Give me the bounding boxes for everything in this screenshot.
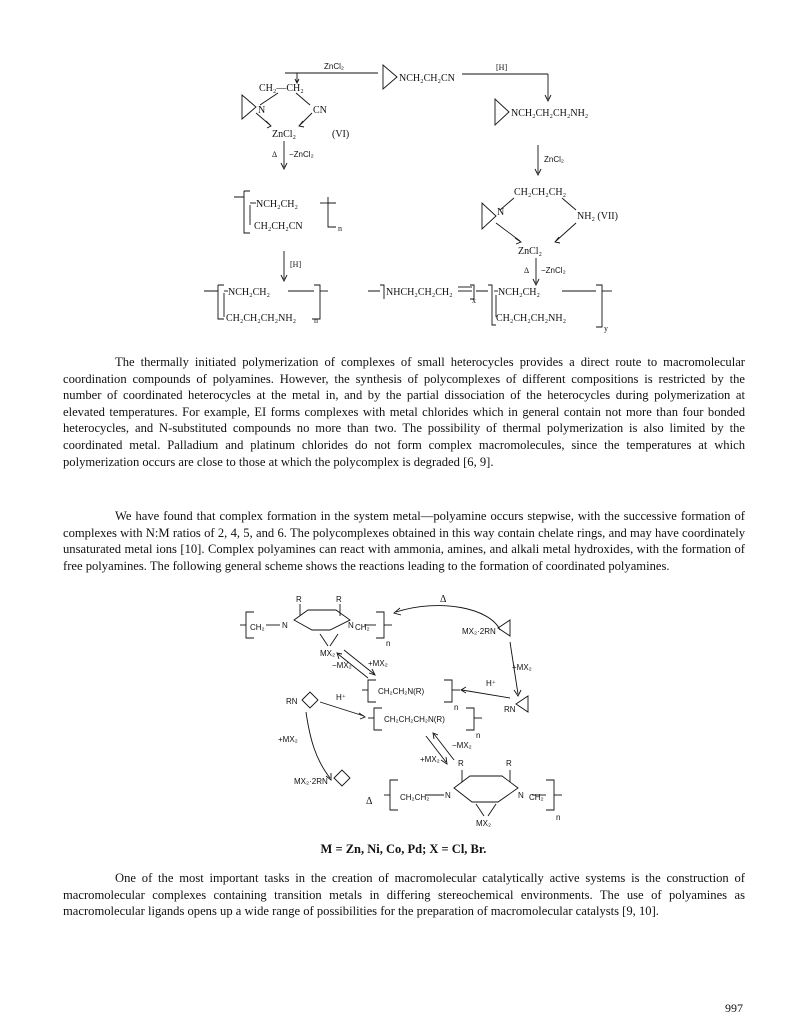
- reagent-plus-mx2-a: +MX₂: [368, 659, 388, 668]
- reaction-scheme-coordinated-polyamines: [240, 590, 590, 835]
- polymer1-top: NCH₂CH₂: [256, 199, 298, 210]
- group-nh2-vii: NH₂ (VII): [577, 211, 618, 222]
- complex-mx2-2rn-top: MX₂·2RN: [462, 627, 496, 636]
- formula-nch2ch2ch2nh2: NCH₂CH₂CH₂NH₂: [511, 108, 589, 119]
- subscript-n-c: n: [476, 731, 481, 740]
- subscript-n-d: n: [556, 813, 561, 822]
- proton-h-right: H⁺: [486, 679, 496, 688]
- reagent-plus-mx2-b: +MX₂: [420, 755, 440, 764]
- polymer1-bottom: CH₂CH₂CN: [254, 221, 303, 232]
- polymer2-subscript-n: n: [314, 316, 318, 325]
- reagent-minus-zncl2-right: −ZnCl₂: [541, 266, 566, 275]
- paragraph-thermal-polymerization: The thermally initiated polymerization of complexes of small heterocycles provides a direct route to macromolecular coordination compounds of polyamines. However, the synthesis of polycomplexes of different compositions is restricted by the number of coordinated heterocycles at the metal in, and by the partial dissociation of the heterocycles during polymerization at elevated temperatures. For example, EI forms complexes with metal chlorides which in general contain not more than four bonded heterocycles, and N-substituted compounds no more than two. The possibility of thermal polymerization is also limited by the coordinated metal. Palladium and platinum chlorides do not form complex macromolecules, since the temperatures at which polymerization occurs are close to those at which the polycomplex is degraded [6, 9].: [63, 355, 745, 469]
- polymer3-top: NCH₂CH₂: [498, 287, 540, 298]
- formula-zncl2-vii: ZnCl₂: [518, 246, 543, 257]
- substituent-r3: R: [458, 759, 464, 768]
- azetidine-ring-icon: [334, 770, 350, 786]
- subscript-n-a: n: [386, 639, 391, 648]
- polymer2-top: NCH₂CH₂: [228, 287, 270, 298]
- reagent-minus-mx2-b: −MX₂: [452, 741, 472, 750]
- group-ch2ch2-bottom: CH₂CH₂: [400, 793, 430, 802]
- reagent-zncl2-right: ZnCl₂: [544, 155, 564, 164]
- polymer-propyl-unit: CH₂CH₂CH₂N(R): [384, 715, 445, 724]
- azetidine-ring-icon: [302, 692, 318, 708]
- scheme-caption: M = Zn, Ni, Co, Pd; X = Cl, Br.: [320, 842, 487, 856]
- reaction-scheme-aziridine-zncl2: [200, 55, 630, 335]
- polymer3-segment-a: NHCH₂CH₂CH₂: [386, 287, 453, 298]
- formula-nch2ch2cn: NCH₂CH₂CN: [399, 73, 455, 84]
- page-number: 997: [725, 1001, 743, 1015]
- substituent-r1: R: [296, 595, 302, 604]
- polymer3-bottom: CH₂CH₂CH₂NH₂: [496, 313, 567, 324]
- atom-n-vi: N: [258, 105, 266, 116]
- aziridine-ring-icon: [516, 696, 528, 712]
- delta-bottom: Δ: [366, 796, 373, 807]
- atom-n-vii: N: [497, 207, 505, 218]
- aziridine-ring-icon: [482, 203, 496, 229]
- paragraph-stepwise-complex-formation: We have found that complex formation in the system metal—polyamine occurs stepwise, with the successive formation of complexes with N:M ratios of 2, 4, 5, and 6. The polycomplexes obtained in this way contain chelate rings, and may have coordinately unsaturated metal ions [10]. Complex polyamines can react with ammonia, amines, and alkali metal hydroxides, with the formation of free polyamines. The following general scheme shows the reactions leading to the formation of coordinated polyamines.: [63, 509, 745, 573]
- atom-n1: N: [282, 621, 288, 630]
- substituent-r4: R: [506, 759, 512, 768]
- formula-ch2ch2ch2: CH₂CH₂CH₂: [514, 187, 567, 198]
- metal-mx2-chelate: MX₂: [320, 649, 336, 658]
- paragraph-macromolecular-catalysts: One of the most important tasks in the creation of macromolecular catalytically active systems is the construction of macromolecular complexes containing transition metals in differing stereochemical environments. The use of polyamines as macromolecular ligands opens up a wide range of possibilities for the preparation of macromolecular catalysts [9, 10].: [63, 871, 745, 919]
- group-ch2-bottom-right: CH₂: [529, 793, 544, 802]
- proton-h-left: H⁺: [336, 693, 346, 702]
- atom-n3: N: [445, 791, 451, 800]
- chelate-ring-icon: [294, 610, 350, 630]
- metal-mx2-bottom: MX₂: [476, 819, 492, 828]
- delta-top: Δ: [440, 594, 447, 605]
- delta-symbol: Δ: [272, 150, 278, 159]
- reagent-hydrogen-top: [H]: [496, 63, 508, 72]
- aziridine-ring-icon: [495, 99, 509, 125]
- group-ch2-left: CH₂: [250, 623, 265, 632]
- delta-symbol: Δ: [524, 266, 530, 275]
- aziridine-ring-icon: [383, 65, 397, 89]
- reagent-hydrogen-left: [H]: [290, 260, 302, 269]
- substituent-r2: R: [336, 595, 342, 604]
- subscript-n-b: n: [454, 703, 459, 712]
- reagent-zncl2-top: ZnCl₂: [324, 62, 344, 71]
- reagent-plus-mx2-left: +MX₂: [278, 735, 298, 744]
- formula-ch2-ch2: CH₂—CH₂: [259, 83, 304, 94]
- compound-label-vi: (VI): [332, 129, 350, 140]
- chelate-ring-icon: [454, 776, 518, 802]
- atom-n2: N: [348, 621, 354, 630]
- polymer2-bottom: CH₂CH₂CH₂NH₂: [226, 313, 297, 324]
- formula-zncl2-vi: ZnCl₂: [272, 129, 297, 140]
- aziridine-ring-icon: [498, 620, 510, 636]
- aziridine-ring-icon: [242, 95, 256, 119]
- polymer1-subscript-n: n: [338, 224, 342, 233]
- group-ch2-right: CH₂: [355, 623, 370, 632]
- reagent-minus-zncl2: −ZnCl₂: [289, 150, 314, 159]
- reagent-minus-mx2-a: −MX₂: [332, 661, 352, 670]
- amine-rn-left: RN: [286, 697, 298, 706]
- polymer3-subscript-x: x: [472, 296, 476, 305]
- complex-mx2-2rn-bottom: MX₂·2RN: [294, 777, 328, 786]
- polymer-ethyl-unit: CH₂CH₂N(R): [378, 687, 425, 696]
- reagent-plus-mx2-right: +MX₂: [512, 663, 532, 672]
- atom-n4: N: [518, 791, 524, 800]
- group-cn-vi: CN: [313, 105, 327, 116]
- amine-rn-right: RN: [504, 705, 516, 714]
- polymer3-subscript-y: y: [604, 324, 608, 333]
